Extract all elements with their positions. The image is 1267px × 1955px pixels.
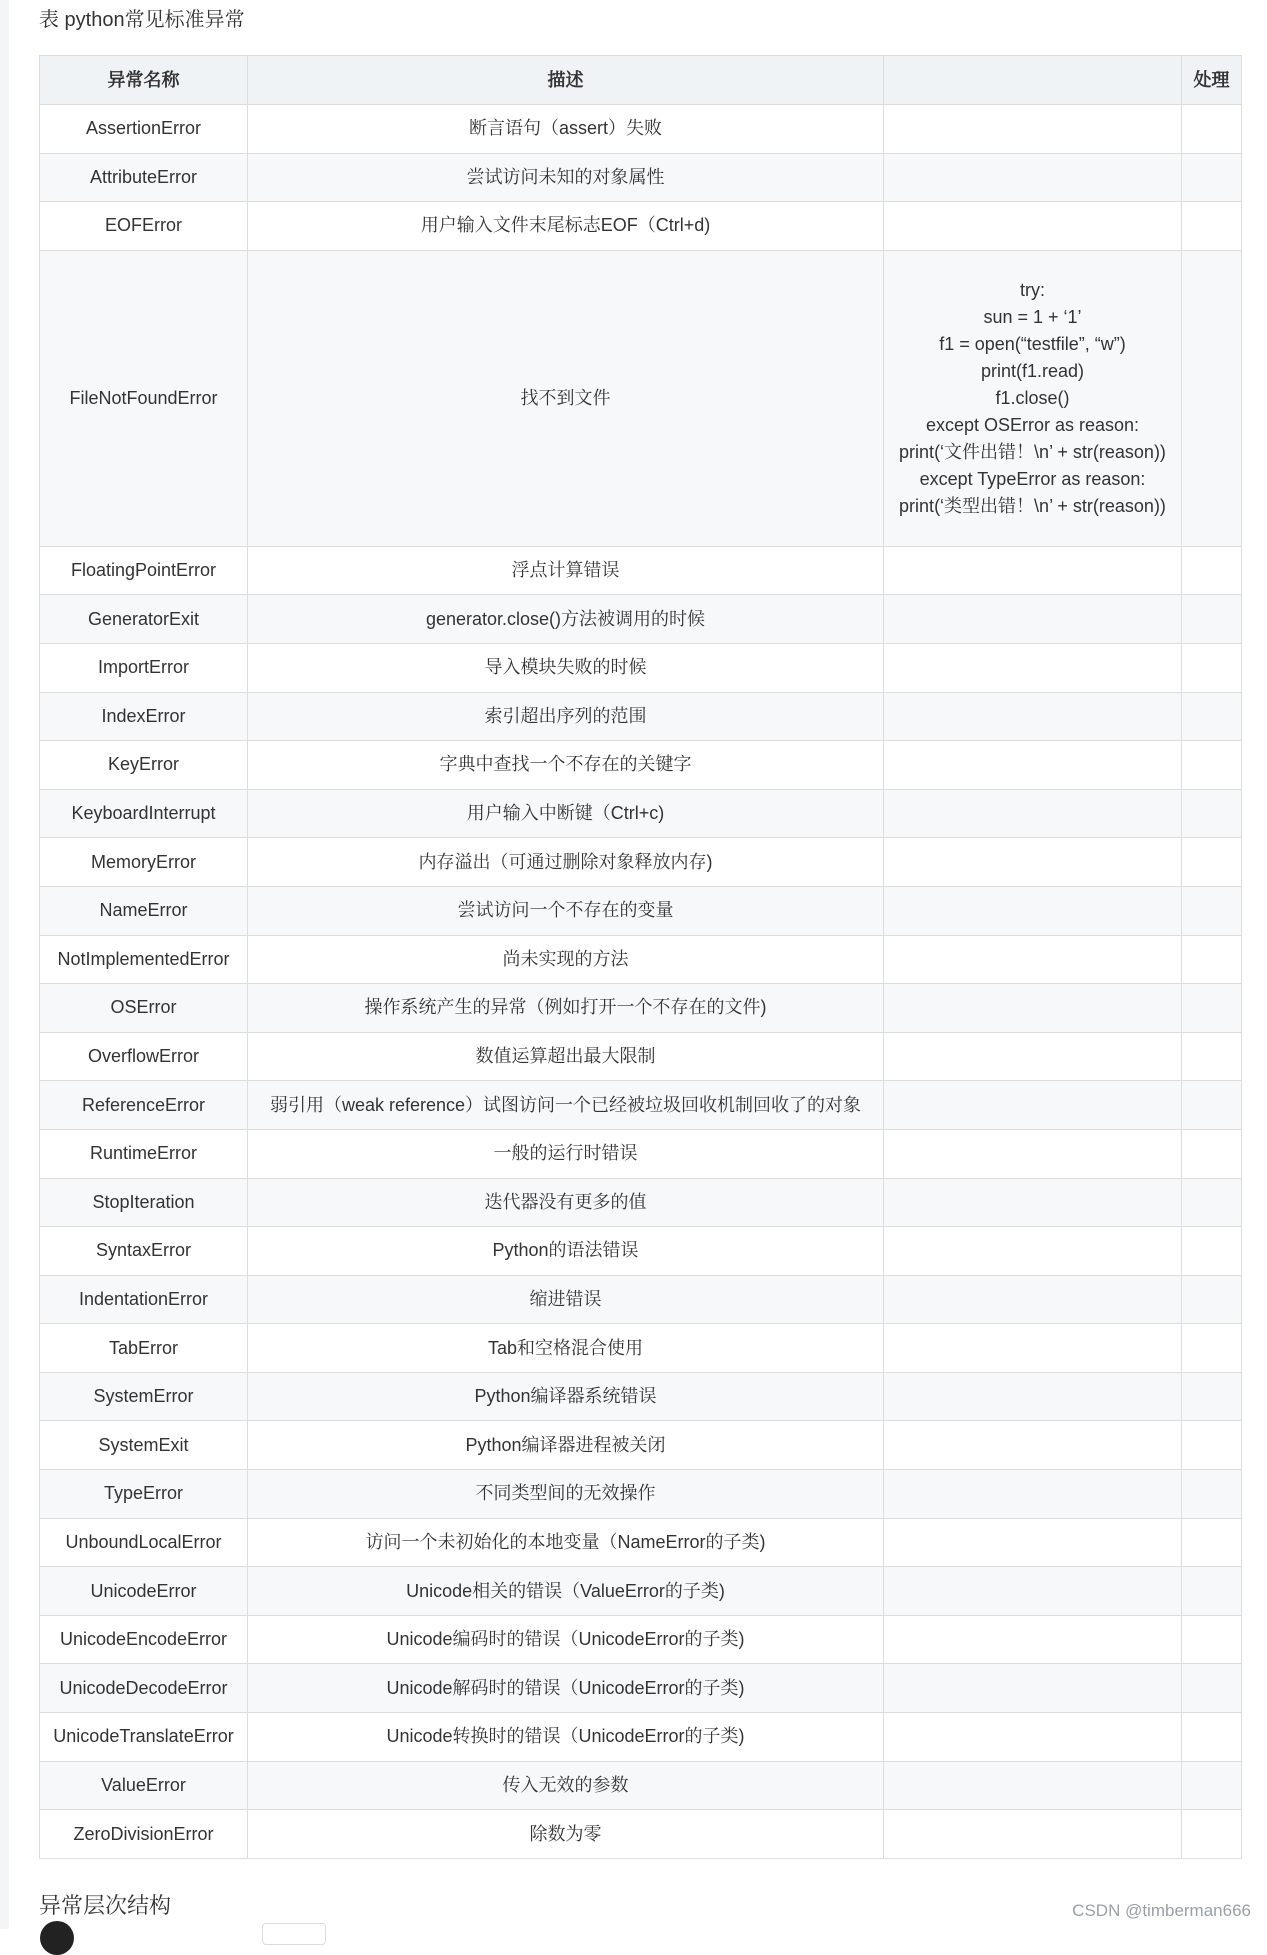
handling-cell: [1182, 1615, 1242, 1664]
section-heading-exception-hierarchy: 异常层次结构: [39, 1893, 172, 1918]
example-cell: [884, 935, 1182, 984]
handling-cell: [1182, 250, 1242, 546]
exception-name-cell: SystemExit: [40, 1421, 248, 1470]
description-cell: 一般的运行时错误: [248, 1129, 884, 1178]
table-row: [40, 595, 1242, 644]
description-cell: 传入无效的参数: [248, 1761, 884, 1810]
handling-cell: [1182, 1567, 1242, 1616]
example-cell: [884, 1178, 1182, 1227]
handling-cell: [1182, 1713, 1242, 1762]
description-cell: 断言语句（assert）失败: [248, 105, 884, 154]
example-cell: [884, 1664, 1182, 1713]
example-cell: [884, 692, 1182, 741]
table-row: [40, 886, 1242, 935]
description-cell: 弱引用（weak reference）试图访问一个已经被垃圾回收机制回收了的对象: [248, 1081, 884, 1130]
description-cell: 除数为零: [248, 1810, 884, 1859]
example-cell: [884, 546, 1182, 595]
table-row: [40, 1227, 1242, 1276]
example-cell: [884, 1615, 1182, 1664]
handling-cell: [1182, 1324, 1242, 1373]
description-cell: 访问一个未初始化的本地变量（NameError的子类): [248, 1518, 884, 1567]
exception-name-cell: IndentationError: [40, 1275, 248, 1324]
description-cell: generator.close()方法被调用的时候: [248, 595, 884, 644]
exception-name-cell: IndexError: [40, 692, 248, 741]
avatar[interactable]: [40, 1921, 74, 1955]
exception-name-cell: UnboundLocalError: [40, 1518, 248, 1567]
description-cell: Unicode转换时的错误（UnicodeError的子类): [248, 1713, 884, 1762]
table-caption: 表 python常见标准异常: [39, 9, 245, 31]
exception-name-cell: OSError: [40, 984, 248, 1033]
header-handling: 处理: [1182, 56, 1242, 105]
exception-name-cell: EOFError: [40, 202, 248, 251]
table-row: [40, 1761, 1242, 1810]
example-cell: [884, 789, 1182, 838]
table-row: [40, 1081, 1242, 1130]
table-row: [40, 789, 1242, 838]
exception-name-cell: GeneratorExit: [40, 595, 248, 644]
table-row: [40, 1810, 1242, 1859]
handling-cell: [1182, 1032, 1242, 1081]
exception-name-cell: ReferenceError: [40, 1081, 248, 1130]
handling-cell: [1182, 741, 1242, 790]
example-cell: [884, 886, 1182, 935]
handling-cell: [1182, 935, 1242, 984]
follow-button[interactable]: [262, 1923, 326, 1945]
example-cell: [884, 250, 1182, 546]
example-cell: [884, 1567, 1182, 1616]
description-cell: 用户输入中断键（Ctrl+c): [248, 789, 884, 838]
example-cell: [884, 984, 1182, 1033]
example-cell: [884, 1032, 1182, 1081]
handling-cell: [1182, 1275, 1242, 1324]
example-cell: [884, 1421, 1182, 1470]
table-row: [40, 692, 1242, 741]
code-line: print(f1.read): [980, 360, 1085, 381]
handling-cell: [1182, 838, 1242, 887]
example-cell: [884, 838, 1182, 887]
code-line: f1.close(): [995, 387, 1070, 408]
description-cell: 内存溢出（可通过删除对象释放内存): [248, 838, 884, 887]
exception-name-cell: KeyError: [40, 741, 248, 790]
exception-name-cell: ValueError: [40, 1761, 248, 1810]
exceptions-table: [39, 55, 1242, 1859]
example-cell: [884, 1372, 1182, 1421]
table-header-row: [40, 56, 1242, 105]
table-row: [40, 250, 1242, 546]
table-row: [40, 1275, 1242, 1324]
code-line: sun = 1 + ‘1’: [983, 306, 1082, 327]
table-row: [40, 1421, 1242, 1470]
exception-name-cell: ZeroDivisionError: [40, 1810, 248, 1859]
code-line: try:: [1020, 279, 1045, 300]
exception-name-cell: ImportError: [40, 643, 248, 692]
exception-name-cell: UnicodeTranslateError: [40, 1713, 248, 1762]
description-cell: Tab和空格混合使用: [248, 1324, 884, 1373]
example-cell: [884, 202, 1182, 251]
table-row: [40, 984, 1242, 1033]
table-row: [40, 1178, 1242, 1227]
exception-name-cell: FloatingPointError: [40, 546, 248, 595]
handling-cell: [1182, 546, 1242, 595]
code-line: except TypeError as reason:: [919, 468, 1146, 489]
exception-name-cell: OverflowError: [40, 1032, 248, 1081]
exception-name-cell: NameError: [40, 886, 248, 935]
handling-cell: [1182, 692, 1242, 741]
example-cell: [884, 1761, 1182, 1810]
table-row: [40, 643, 1242, 692]
handling-cell: [1182, 1227, 1242, 1276]
example-cell: [884, 1227, 1182, 1276]
code-example: [890, 277, 1175, 520]
table-row: [40, 546, 1242, 595]
table-body: [40, 105, 1242, 1859]
exception-name-cell: RuntimeError: [40, 1129, 248, 1178]
example-cell: [884, 1810, 1182, 1859]
table-row: [40, 838, 1242, 887]
example-cell: [884, 105, 1182, 154]
table-row: [40, 1567, 1242, 1616]
handling-cell: [1182, 595, 1242, 644]
example-cell: [884, 1713, 1182, 1762]
handling-cell: [1182, 153, 1242, 202]
table-row: [40, 202, 1242, 251]
table-row: [40, 1615, 1242, 1664]
table-row: [40, 1713, 1242, 1762]
table-row: [40, 105, 1242, 154]
header-blank: [884, 56, 1182, 105]
exception-name-cell: AttributeError: [40, 153, 248, 202]
description-cell: 导入模块失败的时候: [248, 643, 884, 692]
code-line: except OSError as reason:: [925, 414, 1140, 435]
left-gutter: [0, 0, 9, 1929]
description-cell: Unicode相关的错误（ValueError的子类): [248, 1567, 884, 1616]
handling-cell: [1182, 1081, 1242, 1130]
description-cell: 用户输入文件末尾标志EOF（Ctrl+d): [248, 202, 884, 251]
description-cell: 找不到文件: [248, 250, 884, 546]
table-row: [40, 1518, 1242, 1567]
example-cell: [884, 1129, 1182, 1178]
code-line: print(‘文件出错！\n’ + str(reason)): [899, 441, 1166, 462]
header-exception-name: 异常名称: [40, 56, 248, 105]
description-cell: Python编译器系统错误: [248, 1372, 884, 1421]
handling-cell: [1182, 789, 1242, 838]
exception-name-cell: UnicodeDecodeError: [40, 1664, 248, 1713]
table-row: [40, 1129, 1242, 1178]
handling-cell: [1182, 643, 1242, 692]
description-cell: Python的语法错误: [248, 1227, 884, 1276]
example-cell: [884, 643, 1182, 692]
description-cell: Python编译器进程被关闭: [248, 1421, 884, 1470]
exception-name-cell: NotImplementedError: [40, 935, 248, 984]
example-cell: [884, 1275, 1182, 1324]
handling-cell: [1182, 1761, 1242, 1810]
exception-name-cell: KeyboardInterrupt: [40, 789, 248, 838]
exception-name-cell: FileNotFoundError: [40, 250, 248, 546]
exception-name-cell: MemoryError: [40, 838, 248, 887]
description-cell: 缩进错误: [248, 1275, 884, 1324]
description-cell: 数值运算超出最大限制: [248, 1032, 884, 1081]
description-cell: 字典中查找一个不存在的关键字: [248, 741, 884, 790]
table-row: [40, 1372, 1242, 1421]
header-description: 描述: [248, 56, 884, 105]
description-cell: 操作系统产生的异常（例如打开一个不存在的文件): [248, 984, 884, 1033]
handling-cell: [1182, 1518, 1242, 1567]
table-row: [40, 1470, 1242, 1519]
handling-cell: [1182, 984, 1242, 1033]
table-row: [40, 1664, 1242, 1713]
description-cell: 尝试访问未知的对象属性: [248, 153, 884, 202]
description-cell: 索引超出序列的范围: [248, 692, 884, 741]
example-cell: [884, 1081, 1182, 1130]
handling-cell: [1182, 1810, 1242, 1859]
example-cell: [884, 153, 1182, 202]
table-row: [40, 741, 1242, 790]
table-row: [40, 153, 1242, 202]
exception-name-cell: TypeError: [40, 1470, 248, 1519]
handling-cell: [1182, 1664, 1242, 1713]
example-cell: [884, 1518, 1182, 1567]
handling-cell: [1182, 1178, 1242, 1227]
description-cell: 浮点计算错误: [248, 546, 884, 595]
table-row: [40, 935, 1242, 984]
exception-name-cell: SystemError: [40, 1372, 248, 1421]
description-cell: Unicode解码时的错误（UnicodeError的子类): [248, 1664, 884, 1713]
table-row: [40, 1324, 1242, 1373]
example-cell: [884, 595, 1182, 644]
description-cell: 不同类型间的无效操作: [248, 1470, 884, 1519]
exception-name-cell: StopIteration: [40, 1178, 248, 1227]
handling-cell: [1182, 1421, 1242, 1470]
exception-name-cell: TabError: [40, 1324, 248, 1373]
description-cell: 尚未实现的方法: [248, 935, 884, 984]
exception-name-cell: SyntaxError: [40, 1227, 248, 1276]
code-line: print(‘类型出错！\n’ + str(reason)): [899, 495, 1166, 516]
handling-cell: [1182, 202, 1242, 251]
table-row: [40, 1032, 1242, 1081]
handling-cell: [1182, 105, 1242, 154]
watermark: CSDN @timberman666: [1072, 1901, 1251, 1920]
description-cell: Unicode编码时的错误（UnicodeError的子类): [248, 1615, 884, 1664]
handling-cell: [1182, 1129, 1242, 1178]
handling-cell: [1182, 1470, 1242, 1519]
description-cell: 迭代器没有更多的值: [248, 1178, 884, 1227]
exception-name-cell: UnicodeError: [40, 1567, 248, 1616]
description-cell: 尝试访问一个不存在的变量: [248, 886, 884, 935]
example-cell: [884, 741, 1182, 790]
example-cell: [884, 1324, 1182, 1373]
handling-cell: [1182, 886, 1242, 935]
example-cell: [884, 1470, 1182, 1519]
exception-name-cell: AssertionError: [40, 105, 248, 154]
exception-name-cell: UnicodeEncodeError: [40, 1615, 248, 1664]
handling-cell: [1182, 1372, 1242, 1421]
code-line: f1 = open(“testfile”, “w”): [939, 333, 1126, 354]
